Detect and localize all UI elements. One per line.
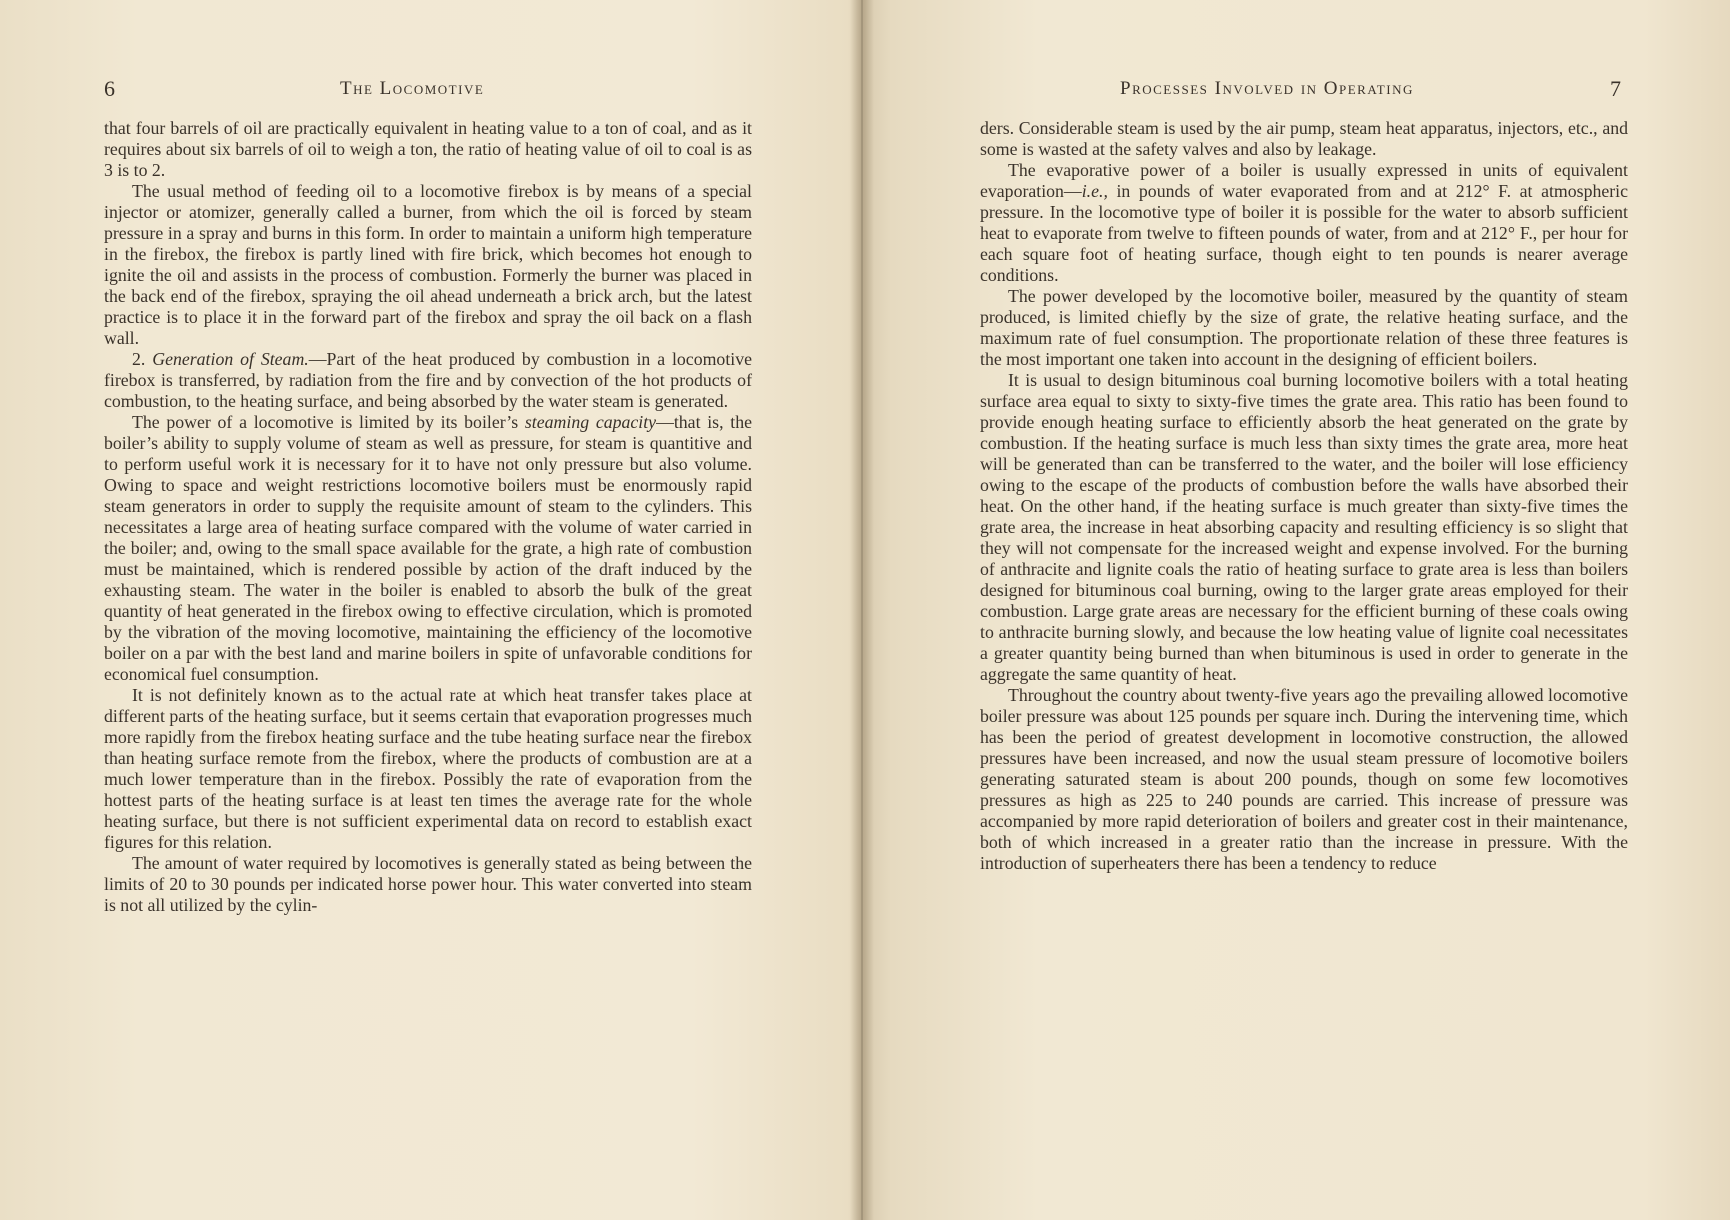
book-gutter bbox=[850, 0, 874, 1220]
right-page bbox=[980, 0, 1628, 1220]
running-head-title: The Locomotive bbox=[340, 78, 485, 99]
paragraph-text: The evaporative power of a boiler is usually expressed in units of equivalent evaporation— bbox=[980, 160, 1628, 201]
paragraph: The usual method of feeding oil to a locomotive firebox is by means of a special injector or atomizer, generally called a burner, from which the oil is forced by steam pressure in a spray and burns in this form. In order to maintain a uniform high temperature in the firebox, the firebox is partly lined with fire brick, which becomes hot enough to ignite the oil and assists in the process of combustion. Formerly the burner was placed in the back end of the firebox, spraying the oil ahead underneath a brick arch, but the latest practice is to place it in the forward part of the firebox and spray the oil back on a flash wall. bbox=[104, 181, 752, 348]
right-running-head bbox=[980, 76, 1628, 106]
paragraph bbox=[104, 412, 752, 685]
section-number: 2. bbox=[132, 349, 146, 369]
paragraph: It is not definitely known as to the actual rate at which heat transfer takes place at different parts of the heating surface, but it seems certain that evaporation progresses much more rapidly from the firebox heating surface and the tube heating surface near the firebox than heating surface remote from the firebox, where the products of combustion are at a much lower temperature than in the firebox. Possibly the rate of evaporation from the hottest parts of the heating surface is at least ten times the average rate for the whole heating surface, but there is not sufficient experimental data on record to establish exact figures for this relation. bbox=[104, 685, 752, 852]
section-heading: Generation of Steam. bbox=[152, 349, 309, 369]
emphasis: i.e., bbox=[1081, 181, 1108, 201]
running-head-title: Processes Involved in Operating bbox=[1120, 78, 1414, 99]
paragraph: The amount of water required by locomotives is generally stated as being between the limits of 20 to 30 pounds per indicated horse power hour. This water converted into steam is not all utilized by the cylin- bbox=[104, 853, 752, 915]
paragraph: ders. Considerable steam is used by the air pump, steam heat apparatus, injectors, etc., and some is wasted at the safety valves and also by leakage. bbox=[980, 118, 1628, 159]
paragraph-text: —Part of the heat produced by combustion in a locomotive firebox is transferred, by radiation from the fire and by convection of the hot products of combustion, to the heating surface, and being absorbed by the water steam is generated. bbox=[104, 349, 752, 411]
paragraph-text: in pounds of water evaporated from and at 212° F. at atmospheric pressure. In the locomotive type of boiler it is possible for the water to absorb sufficient heat to evaporate from twelve to fifteen pounds of water, from and at 212° F., per hour for each square foot of heating surface, though eight to ten pounds is nearer average conditions. bbox=[980, 181, 1628, 285]
paragraph: that four barrels of oil are practically equivalent in heating value to a ton of coal, and as it requires about six barrels of oil to weigh a ton, the ratio of heating value of oil to coal is as 3 is to 2. bbox=[104, 118, 752, 180]
right-page-body bbox=[980, 118, 1628, 874]
left-page-body bbox=[104, 118, 752, 916]
paragraph bbox=[980, 160, 1628, 286]
paragraph: It is usual to design bituminous coal burning locomotive boilers with a total heating surface area equal to sixty to sixty-five times the grate area. This ratio has been found to provide enough heating surface to efficiently absorb the heat generated on the grate by combustion. If the heating surface is much less than sixty times the grate area, more heat will be generated than can be transferred to the water, and the boiler will lose efficiency owing to the escape of the products of combustion before the walls have absorbed their heat. On the other hand, if the heating surface is much greater than sixty-five times the grate area, the increase in heat absorbing capacity and resulting efficiency is so slight that they will not compensate for the increased weight and expense involved. For the burning of anthracite and lignite coals the ratio of heating surface to grate area is less than boilers designed for bituminous coal burning, owing to the larger grate areas employed for their combustion. Large grate areas are necessary for the efficient burning of these coals owing to anthracite burning slowly, and because the low heating value of lignite coal necessitates a greater quantity being burned than when bituminous is used in order to generate in the aggregate the same quantity of heat. bbox=[980, 370, 1628, 684]
paragraph bbox=[104, 349, 752, 412]
paragraph-text: —that is, the boiler’s ability to supply volume of steam as well as pressure, for steam is quantitive and to perform useful work it is necessary for it to have not only pressure but also volume. Owing to space and weight restrictions locomotive boilers must be enormously rapid steam generators in order to supply the requisite amount of steam to the cylinders. This necessitates a large area of heating surface compared with the volume of water carried in the boiler; and, owing to the small space available for the grate, a high rate of combustion must be maintained, which is rendered possible by action of the draft induced by the exhausting steam. The water in the boiler is enabled to absorb the bulk of the great quantity of heat generated in the firebox owing to effective circulation, which is promoted by the vibration of the moving locomotive, maintaining the efficiency of the locomotive boiler on a par with the best land and marine boilers in spite of unfavorable conditions for economical fuel consumption. bbox=[104, 412, 752, 684]
left-running-head bbox=[104, 76, 752, 106]
emphasis: steaming capacity bbox=[524, 412, 657, 432]
paragraph: The power developed by the locomotive boiler, measured by the quantity of steam produced, is limited chiefly by the size of grate, the relative heating surface, and the maximum rate of fuel consumption. The proportionate relation of these three features is the most important one taken into account in the designing of efficient boilers. bbox=[980, 286, 1628, 369]
paragraph-text: The power of a locomotive is limited by its boiler’s bbox=[132, 412, 525, 432]
page-number: 7 bbox=[1610, 76, 1622, 101]
left-page bbox=[104, 0, 752, 1220]
page-number: 6 bbox=[104, 76, 116, 101]
paragraph: Throughout the country about twenty-five years ago the prevailing allowed locomotive boiler pressure was about 125 pounds per square inch. During the intervening time, which has been the period of greatest development in locomotive construction, the allowed pressures have been increased, and now the usual steam pressure of locomotive boilers generating saturated steam is about 200 pounds, though on some few locomotives pressures as high as 225 to 240 pounds are carried. This increase of pressure was accompanied by more rapid deterioration of boilers and greater cost in their maintenance, both of which increased in a greater ratio than the increase in pressure. With the introduction of superheaters there has been a tendency to reduce bbox=[980, 685, 1628, 873]
